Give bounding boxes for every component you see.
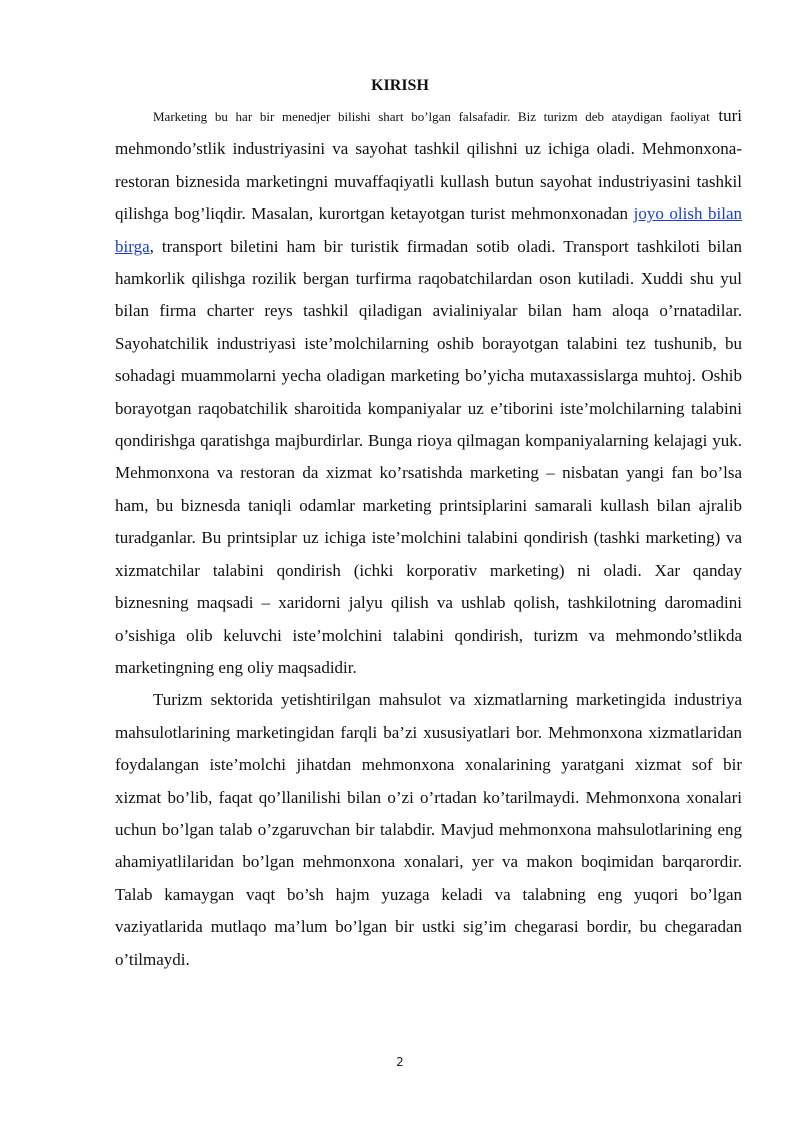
paragraph-1-text-b: , transport biletini ham bir turistik firmadan sotib oladi. Transport tashkiloti bilan hamkorlik qilishga rozilik bergan turfirma raqobatchilardan oson kutiladi. Xuddi shu yul bilan firma charter reys tashkil qiladigan avialiniyalar bilan ham aloqa o’rnatadilar. Sayohatchilik industriyasi iste’molchilarning oshib borayotgan talabini tez tushunib, bu sohadagi muammolarni yecha oladigan marketing bo’yicha mutaxassislarga muhtoj. Oshib borayotgan raqobatchilik sharoitida kompaniyalar uz e’tiborini iste’molchilarning talabini qondirishga qaratishga majburdirlar. Bunga rioya qilmagan kompaniyalarning kelajagi yuk. Mehmonxona va restoran da xizmat ko’rsatishda marketing – nisbatan yangi fan bo’lsa ham, bu biznesda taniqli odamlar marketing printsiplarini samarali kullash bilan ajralib turadganlar. Bu printsiplar uz ichiga iste’molchini talabini qondirish (tashki marketing) va xizmatchilar talabini qondirish (ichki korporativ marketing) ni oladi. Xar qanday biznesning maqsadi – xaridorni jalyu qilish va ushlab qolish, tashkilotning daromadini o’sishiga olib keluvchi iste’molchini talabini qondirish, turizm va mehmondo’stlikda marketingning eng oliy maqsadidir.	[115, 236, 742, 677]
paragraph-1-small-text: Marketing bu har bir menedjer bilishi shart bo’lgan falsafadir. Biz turizm deb ataydigan faoliyat	[153, 109, 710, 124]
paragraph-2: Turizm sektorida yetishtirilgan mahsulot va xizmatlarning marketingida industriya mahsulotlarining marketingidan farqli ba’zi xususiyatlari bor. Mehmonxona xizmatlaridan foydalangan iste’molchi jihatdan mehmonxona xonalarining yaratgani xizmat sof bir xizmat bo’lib, faqat qo’llanilishi bilan o’zi o’rtadan ko’tarilmaydi. Mehmonxona xonalari uchun bo’lgan talab o’zgaruvchan bir talabdir. Mavjud mehmonxona mahsulotlarining eng ahamiyatlilaridan bo’lgan mehmonxona xonalari, yer va makon boqimidan barqarordir. Talab kamaygan vaqt bo’sh hajm yuzaga keladi va talabning eng yuqori bo’lgan vaziyatlarida mutlaqo ma’lum bo’lgan bir ustki sig’im chegarasi bordir, bu chegaradan o’tilmaydi.	[115, 690, 742, 969]
paragraph-1-text-a: turi mehmondo’stlik industriyasini va sayohat tashkil qilishni uz ichiga oladi. Mehmonxona-restoran biznesida marketingni muvaffaqiyatli kullash butun sayohat industriyasini tashkil qilishga bog’liqdir. Masalan, kurortgan ketayotgan turist mehmonxonadan	[115, 106, 743, 224]
document-body	[115, 100, 742, 976]
hyperlink-joy-olish[interactable]: joyo olish bilan birga	[115, 204, 742, 256]
page-title: KIRISH	[371, 77, 429, 94]
page-number: 2	[396, 1055, 404, 1069]
paragraph-1	[115, 100, 742, 684]
